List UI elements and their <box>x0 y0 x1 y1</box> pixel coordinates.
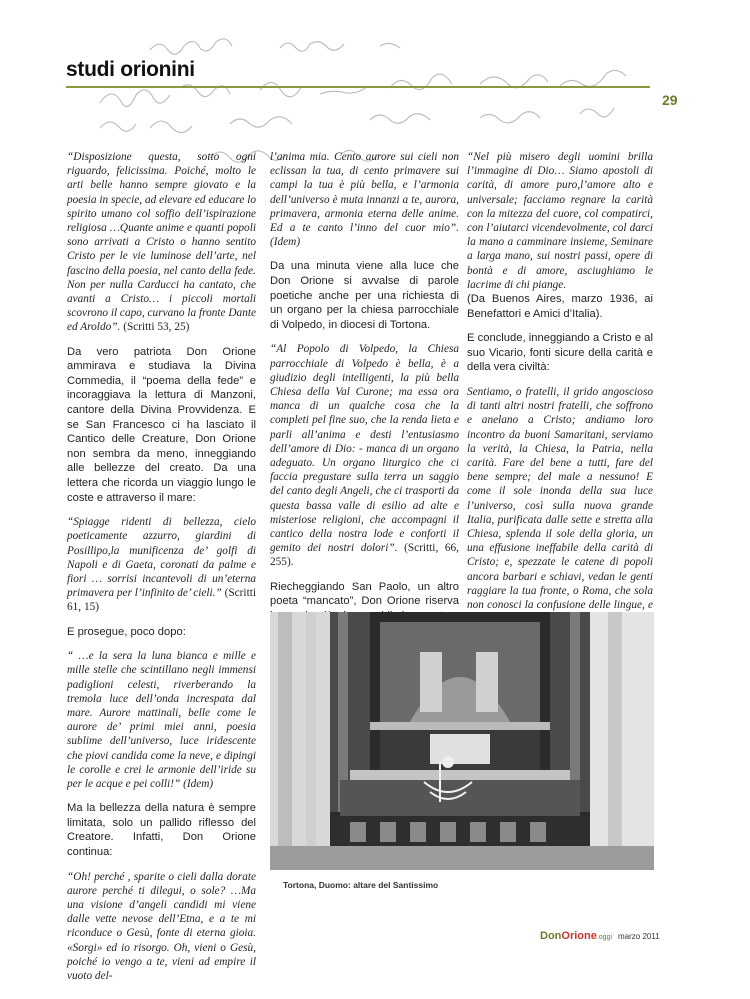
quote-text: Sentiamo, o fratelli, il grido angoscioso di tanti altri nostri fratelli, che soffrono e anelano a Cristo; andiamo loro incontro da buoni Samaritani, serviamo la verità, la Chiesa, la Patria, nella carità. Fare del bene a tutti, fare del bene sempre; del male a nessuno! E come il sole inonda della sua luce l’universo, così sulla nuova grande Italia, purificata dalle sette e stretta alla Chiesa, splenda il sole della gloria, un una effusione ineffabile della carità di Cristo; e, spezzate le catene di popoli ancora barbari e schiavi, vedan le genti raggiare la tua fronte, o Roma, che sola non conosci la confusione delle lingue, e <box>467 386 653 612</box>
page-number: 29 <box>662 92 678 108</box>
body-paragraph: Da vero patriota Don Orione ammirava e studiava la Divina Commedia, il “poema della fede” e incoraggiava la lettura di Manzoni, cantore della Divina Provvidenza. E se San Francesco ci ha lasciato il Cantico delle Creature, Don Orione non sembra da meno, inneggiando alle bellezze del creato. Da una lettera che ricorda un viaggio lungo le coste e attraverso il mare: <box>67 345 256 504</box>
column-3 <box>467 150 653 651</box>
body-paragraph: E prosegue, poco dopo: <box>67 625 186 638</box>
quote-text: “Disposizione questa, sotto ogni riguardo, felicissima. Poiché, molto le arti belle hanno sempre giovato e la poesia in specie, ad elevare ed educare lo spirito umano col soffio dell’ispirazione religiosa …Quante anime e quanti popoli sono arrivati a Cristo o hanno sentito Cristo per le vie luminose dell’arte, nel fascino della poesia, nel canto della fede. Non per nulla Carducci ha cantato, che avanti a Cristo… i piccoli mortali scovrono il capo, curvano la fronte Dante ed Aroldo”. <box>67 151 256 334</box>
quote-block <box>270 150 459 249</box>
altar-photo <box>270 612 654 870</box>
quote-block <box>270 342 459 569</box>
body-paragraph: E conclude, inneggiando a Cristo e al suo Vicario, fonti sicure della carità e della vera civiltà: <box>467 332 653 374</box>
quote-text: “Al Popolo di Volpedo, la Chiesa parrocchiale di Volpedo è bella, è a giudizio degli intelligenti, la più bella Chiesa della Val Curone; ma essa ora manca di un qualche cosa che la completi pel fine suo, che la renda lieta e parli all’anima e desti l’entusiasmo dell’amore di Dio: - manca di un organo adeguato. Un organo liturgico che ci faccia pregustare sulla terra un saggio del canto degli Angeli, che ci trasporti da questa bassa valle di esilio ad alte e misteriose religioni, che accompagni il cantico della nostra lode e conforti il gemito dei nostri dolori”. <box>270 343 459 555</box>
citation: (Scritti 53, 25) <box>123 321 190 334</box>
quote-text: “Nel più misero degli uomini brilla l’immagine di Dio… Siamo apostoli di carità, di amore puro,l’amore alto e universale; facciamo regnare la carità con la mitezza del cuore, col compatirci, con l’aiutarci vicendevolmente, col darci la mano a camminare insieme, Seminare a larga mano, sui nostri passi, opere di bontà e di amore, asciughiamo le lacrime di chi piange. <box>467 151 653 291</box>
footer-brand <box>540 930 660 942</box>
column-2 <box>270 150 459 648</box>
body-paragraph: Ma la bellezza della natura è sempre limitata, solo un pallido riflesso del Creatore. Infatti, Don Orione continua: <box>67 802 256 858</box>
quote-text: “Spiagge ridenti di bellezza, cielo poeticamente azzurro, giardini di Posillipo,la munificenza de’ golfi di Napoli e di Gaeta, coronati da palme e fiori … sorrisi incantevoli di un’eterna primavera per l’infinito de’ cieli.” <box>67 516 256 600</box>
brand-orione: Orione <box>561 930 597 942</box>
quote-block <box>67 649 256 791</box>
citation: (Scritti, 66, 255). <box>270 542 459 569</box>
body-paragraph: Da una minuta viene alla luce che Don Orione si avvalse di parole poetiche anche per una richiesta di un organo per la chiesa parrocchiale di Volpedo, in diocesi di Tortona. <box>270 260 459 331</box>
issue-date: marzo 2011 <box>618 932 660 941</box>
body-paragraph: Riecheggiando San Paolo, un altro poeta “mancato”, Don Orione riserva <box>270 580 459 608</box>
quote-block <box>467 150 653 321</box>
quote-text: l’anima mia. Cento aurore sui cieli non eclissan la tua, di cento primavere sui campi la tua è più bella, e l’armonia dell’universo è muta innanzi a te, aurora, primavera, armonia eterna delle anime. Ed a te canto l’inno del cuor mio”. <box>270 151 459 235</box>
citation: (Da Buenos Aires, marzo 1936, ai Benefattori e Amici d’Italia). <box>467 293 653 320</box>
citation: (Idem) <box>270 236 301 249</box>
altar-illustration <box>270 612 654 870</box>
quote-text: “Oh! perché , sparite o cieli dalla dorate aurore perché ti dilegui, o sole? …Ma una visione d’angeli candidi mi viene dalle vette nevose dell’Etna, e a te mi riconduce o Gesù, fonte di eterna gioia. «Sorgi» ed io risorgo. Oh, vieni o Gesù, poiché io vengo a te, vieni ad empire il vuoto del- <box>67 870 256 983</box>
quote-block <box>67 150 256 335</box>
brand-don: Don <box>540 930 562 942</box>
quote-text: “ …e la sera la luna bianca e mille e mille stelle che scintillano negli immensi padiglioni celesti, riverberando la tremola luce dell’onda increspata dal mare. Aurore mattinali, belle come le aurore de’ primi miei anni, poesia sublime dell’universo, luce iridescente che piovi candida come la neve, e dipingi le corolle e crei le armonie dell’iride su per le acque e pei colli!” <box>67 650 256 791</box>
section-title: studi orionini <box>66 58 195 81</box>
column-1 <box>67 150 256 993</box>
photo-caption: Tortona, Duomo: altare del Santissimo <box>283 880 439 890</box>
brand-oggi: .oggi <box>596 934 613 941</box>
citation: (Scritti 61, 15) <box>67 587 256 614</box>
citation: (Idem) <box>183 778 214 791</box>
title-rule <box>66 86 650 88</box>
quote-block <box>467 385 653 641</box>
quote-block <box>67 515 256 614</box>
